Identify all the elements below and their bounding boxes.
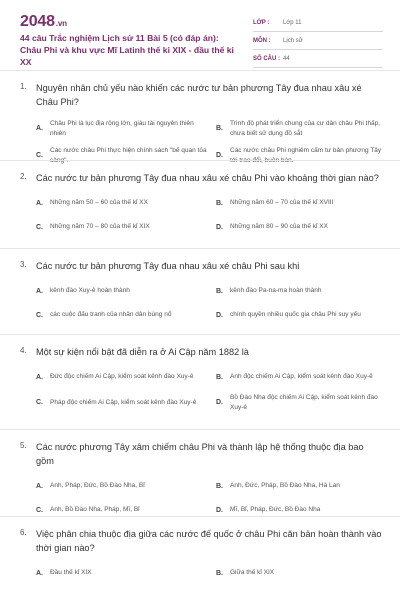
option-text: Đức độc chiếm Ai Cập, kiểm soát kênh đào Xuy-ê (50, 373, 194, 381)
option-text: Các nước châu Phi thực hiện chính sách "bế quan tỏa cảng". (50, 147, 207, 164)
option-letter: B. (216, 373, 223, 381)
option-letter: B. (216, 569, 223, 577)
option-text: kênh đào Pa-na-ma hoàn thành (230, 287, 322, 295)
site-logo[interactable] (20, 13, 67, 31)
question-text: Các nước tư bản phương Tây đua nhau xâu xé châu Phi vào khoảng thời gian nào? (36, 173, 379, 183)
meta-row-subject (253, 32, 383, 50)
document-meta (253, 14, 383, 68)
option-text: Đầu thế kỉ XIX (50, 569, 92, 577)
option-text: chính quyền nhiều quốc gia châu Phi suy yếu (230, 311, 361, 319)
option-letter: D. (216, 506, 223, 514)
answer-option-b[interactable] (216, 367, 388, 387)
meta-key: LỚP : (253, 19, 270, 26)
option-text: các cuộc đấu tranh của nhân dân bùng nổ (50, 311, 172, 319)
logo-text: 2048 (20, 13, 55, 30)
option-text: Những năm 50 – 60 của thế kỉ XX (50, 199, 148, 207)
answer-option-b[interactable] (216, 117, 388, 140)
option-letter: B. (216, 199, 223, 207)
meta-value: Lớp 11 (283, 19, 302, 26)
option-letter: C. (36, 506, 43, 514)
answer-option-c[interactable] (36, 391, 208, 414)
option-text: Những năm 60 – 70 của thế kỉ XVIII (230, 199, 334, 207)
question-header (20, 81, 382, 109)
option-text: Mĩ, Bỉ, Pháp, Đức, Bồ Đào Nha (230, 506, 321, 514)
question-item (0, 516, 400, 596)
option-letter: A. (36, 125, 43, 132)
option-letter: D. (216, 399, 223, 406)
logo-suffix: .vn (55, 19, 67, 28)
question-number: 1. (20, 82, 27, 91)
option-letter: D. (216, 311, 223, 319)
question-number: 6. (20, 528, 27, 537)
option-letter: D. (216, 223, 223, 231)
option-text: kênh đào Xuy-ê hoàn thành (50, 287, 130, 295)
option-text: Bồ Đào Nha độc chiếm Ai Cập, kiểm soát kênh đào Xuy-ê (230, 394, 378, 411)
option-text: Những năm 80 – 90 của thế kỉ XX (230, 223, 328, 231)
meta-key: MÔN : (253, 37, 271, 44)
question-header (20, 527, 382, 555)
option-text: Anh, Pháp, Đức, Bồ Đào Nha, Bỉ (50, 482, 145, 490)
answer-option-d[interactable] (216, 217, 388, 237)
answer-options (20, 367, 382, 414)
question-text: Nguyên nhân chủ yếu nào khiến các nước tư bản phương Tây đua nhau xâu xé Châu Phi? (36, 83, 362, 107)
answer-option-c[interactable] (36, 305, 208, 325)
answer-option-a[interactable] (36, 193, 208, 213)
question-header (20, 259, 382, 273)
meta-row-count (253, 50, 383, 68)
question-header (20, 440, 382, 468)
answer-option-b[interactable] (216, 563, 388, 583)
option-letter: A. (36, 199, 43, 207)
option-letter: C. (36, 311, 43, 319)
option-letter: B. (216, 125, 223, 132)
option-text: Giữa thế kỉ XIX (230, 569, 275, 577)
option-text: Những năm 70 – 80 của thế kỉ XIX (50, 223, 150, 231)
option-text: Anh, Bồ Đào Nha, Pháp, Mĩ, Bỉ (50, 506, 140, 514)
answer-option-a[interactable] (36, 563, 208, 583)
option-letter: A. (36, 287, 43, 295)
option-text: Anh độc chiếm Ai Cập, kiểm soát kênh đào Xuy-ê (230, 373, 373, 381)
question-list (0, 70, 400, 596)
question-item (0, 70, 400, 164)
question-header (20, 345, 382, 359)
answer-options (20, 476, 382, 520)
page-header (0, 0, 400, 67)
answer-option-d[interactable] (216, 305, 388, 325)
answer-option-a[interactable] (36, 367, 208, 387)
option-letter: A. (36, 482, 43, 490)
option-letter: C. (36, 152, 43, 159)
document-title: 44 câu Trắc nghiệm Lịch sử 11 Bài 5 (có đáp án): Châu Phi và khu vực Mĩ Latinh thế kỉ XIX - đầu thế kỉ XX (20, 33, 234, 67)
option-text: Châu Phi là lục địa rộng lớn, giàu tài nguyên thiên nhiên (50, 120, 194, 137)
meta-value: Lịch sử (283, 37, 303, 44)
question-number: 5. (20, 441, 27, 450)
option-letter: B. (216, 287, 223, 295)
question-item (0, 429, 400, 516)
option-letter: A. (36, 569, 43, 577)
answer-options (20, 563, 382, 583)
option-text: Trình độ phát triển chung của cư dân châu Phi thấp, chưa biết sử dụng đồ sắt (230, 120, 381, 137)
answer-options (20, 281, 382, 325)
answer-option-a[interactable] (36, 117, 208, 140)
meta-value: 44 (283, 55, 290, 62)
question-item (0, 248, 400, 334)
option-letter: D. (216, 152, 223, 159)
question-number: 3. (20, 260, 27, 269)
option-text: Pháp độc chiếm Ai Cập, kiểm soát kênh đào Xuy-ê (50, 398, 197, 406)
meta-row-class (253, 14, 383, 32)
option-letter: A. (36, 373, 43, 381)
question-text: Một sự kiện nổi bật đã diễn ra ở Ai Cập năm 1882 là (36, 347, 249, 357)
option-text: Các nước châu Phi nghiêm cấm tư bản phương Tây tới trao đổi, buôn bán. (230, 147, 382, 164)
answer-option-d[interactable] (216, 391, 388, 414)
answer-option-b[interactable] (216, 476, 388, 496)
answer-option-a[interactable] (36, 281, 208, 301)
question-text: Các nước phương Tây xâm chiếm châu Phi và thành lập hệ thống thuộc địa bao gồm (36, 442, 364, 466)
question-text: Việc phân chia thuộc địa giữa các nước đế quốc ở châu Phi căn bản hoàn thành vào thời gian nào? (36, 529, 382, 553)
question-item (0, 334, 400, 429)
answer-option-b[interactable] (216, 281, 388, 301)
question-number: 2. (20, 172, 27, 181)
option-letter: C. (36, 399, 43, 406)
question-header (20, 171, 382, 185)
question-number: 4. (20, 346, 27, 355)
answer-option-a[interactable] (36, 476, 208, 496)
answer-option-b[interactable] (216, 193, 388, 213)
question-item (0, 160, 400, 248)
meta-key: SỐ CÂU : (253, 55, 280, 62)
option-text: Anh, Đức, Pháp, Bồ Đào Nha, Hà Lan (230, 482, 340, 490)
option-letter: C. (36, 223, 43, 231)
answer-option-c[interactable] (36, 217, 208, 237)
option-letter: B. (216, 482, 223, 490)
answer-options (20, 193, 382, 237)
question-text: Các nước tư bản phương Tây đua nhau xâu xé châu Phi sau khi (36, 261, 300, 271)
